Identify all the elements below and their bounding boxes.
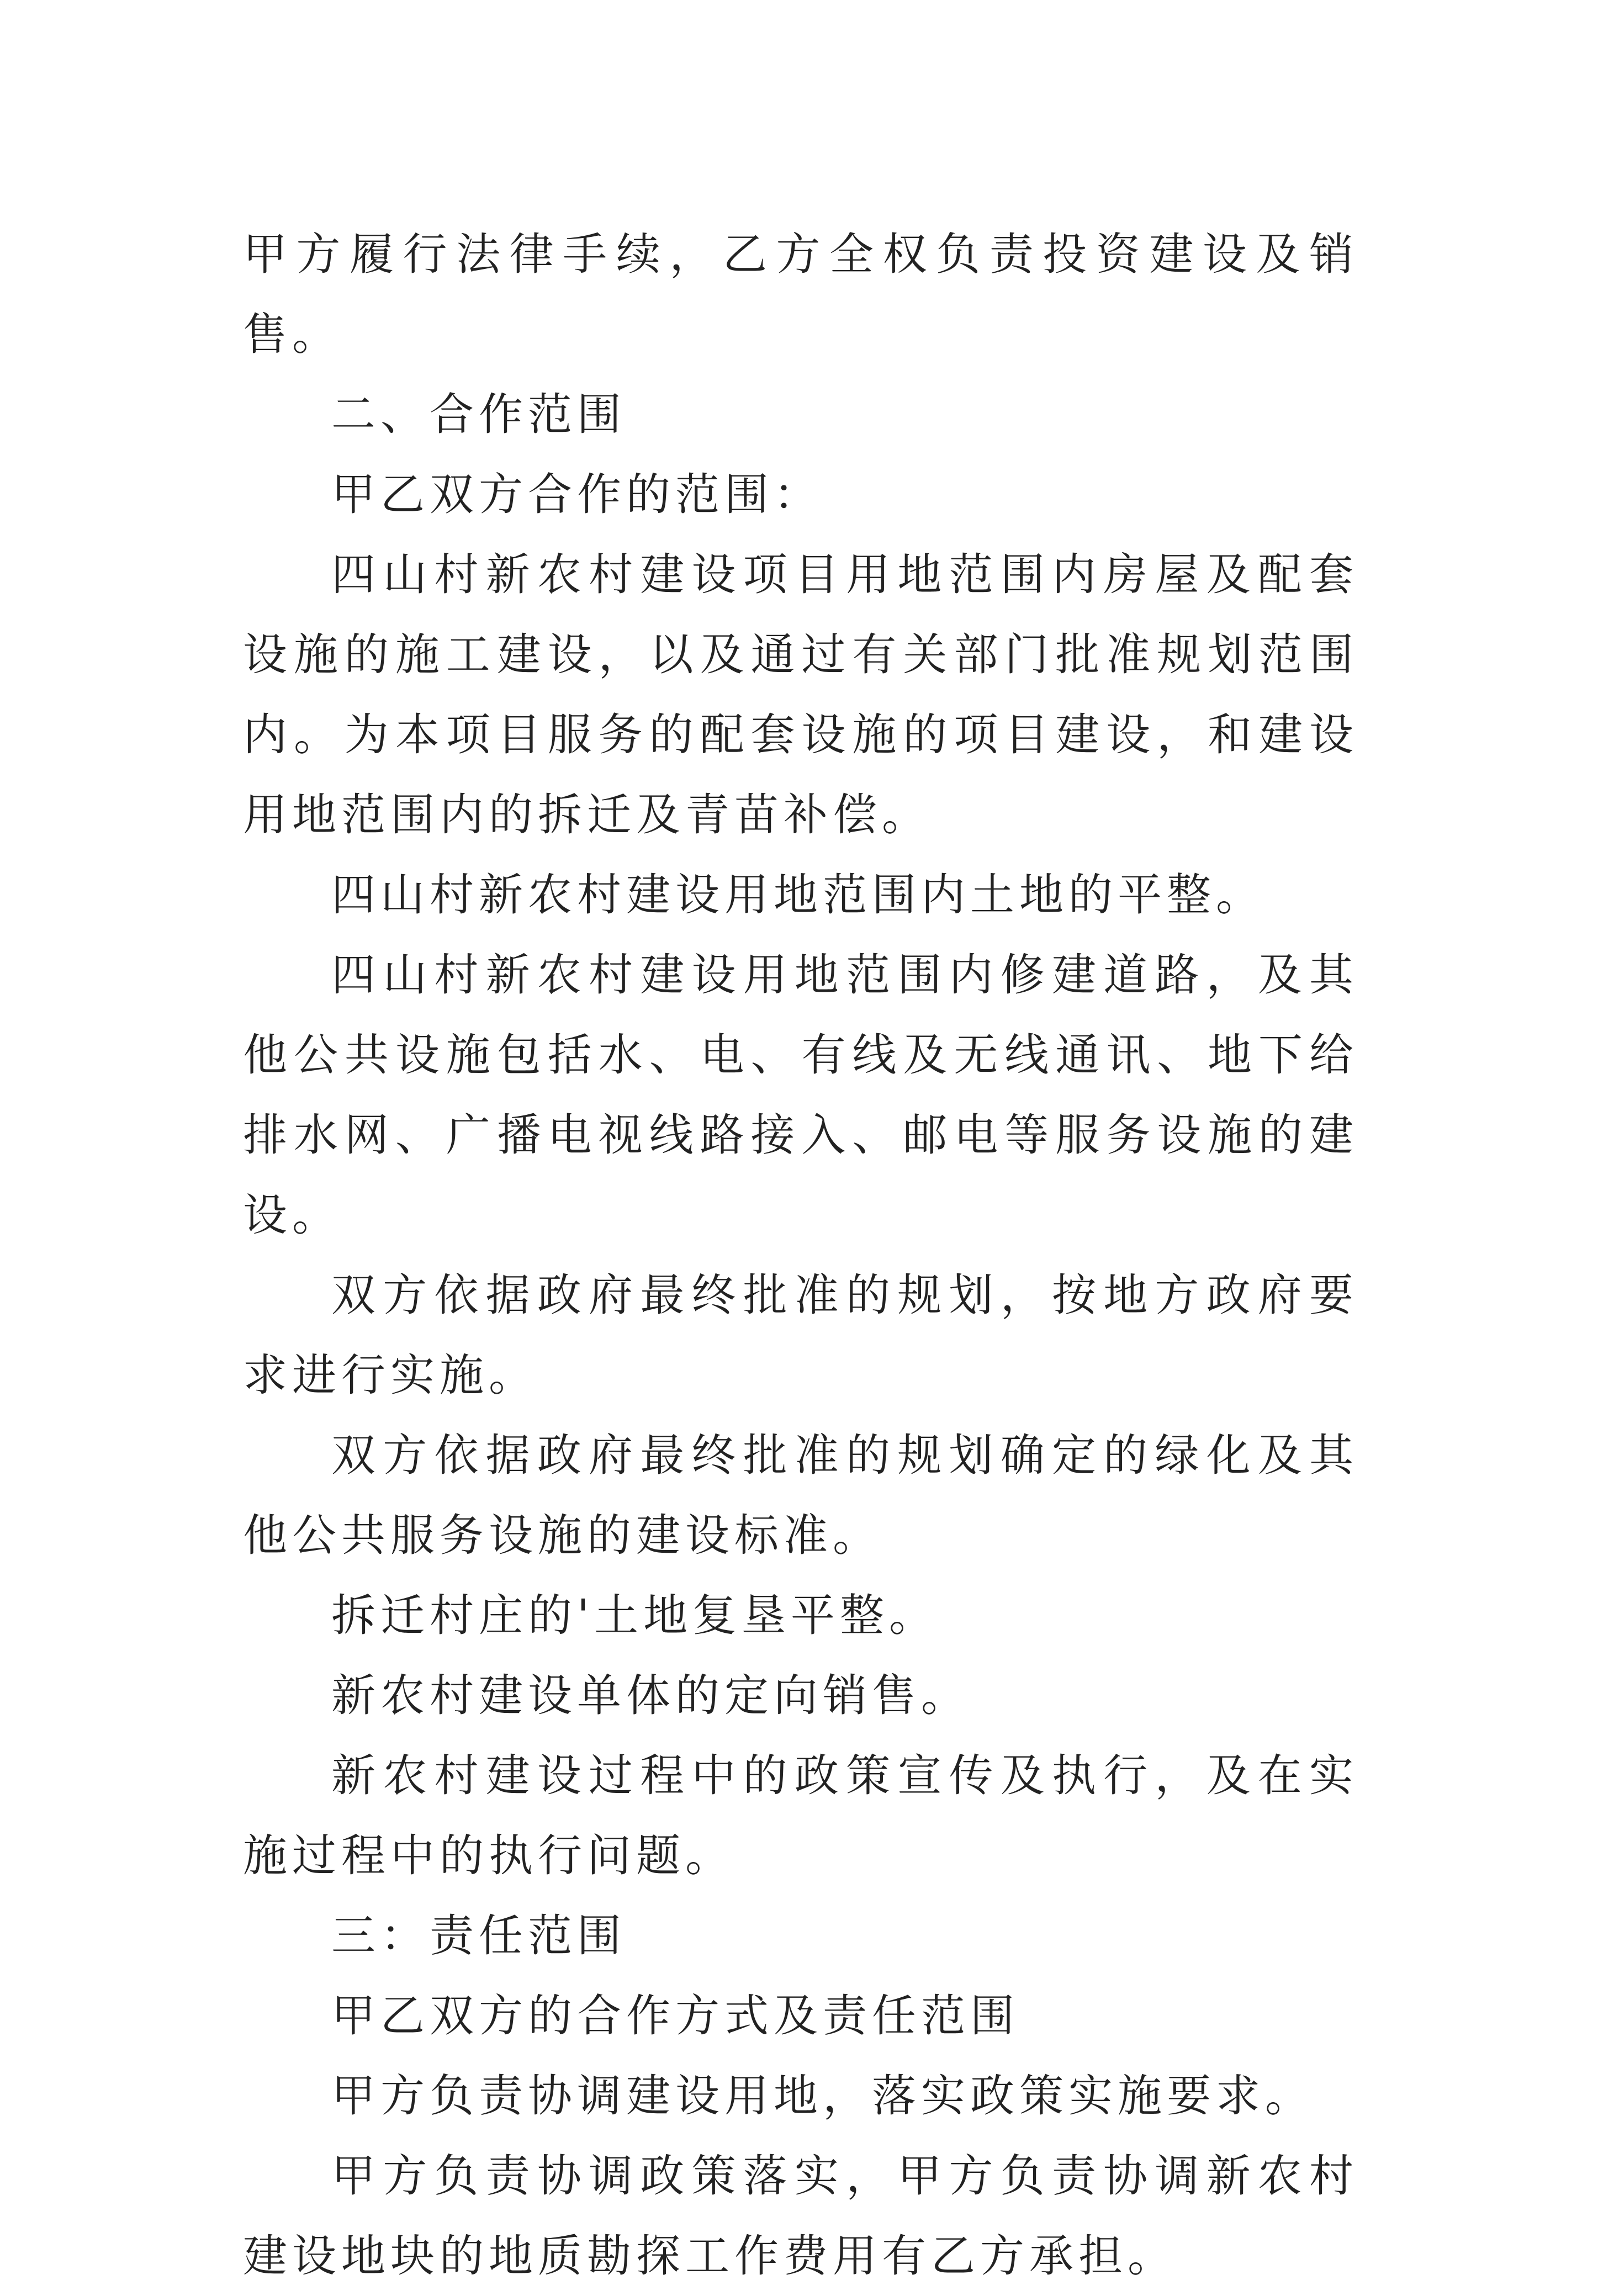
section-heading-cooperation-scope: 二、合作范围 xyxy=(331,389,626,440)
paragraph-13: 甲乙双方的合作方式及责任范围 xyxy=(331,1990,1019,2041)
paragraph-10: 新农村建设单体的定向销售。 xyxy=(331,1670,970,1721)
paragraph-14: 甲方负责协调建设用地，落实政策实施要求。 xyxy=(331,2070,1314,2122)
paragraph-8: 双方依据政府最终批准的规划确定的绿化及其他公共服务设施的建设标准。 xyxy=(243,1430,1358,1561)
paragraph-6: 四山村新农村建设用地范围内修建道路，及其他公共设施包括水、电、有线及无线通讯、地下给排水网、广播电视线路接入、邮电等服务设施的建设。 xyxy=(243,949,1358,1241)
section-heading-responsibility-scope: 三：责任范围 xyxy=(331,1910,626,1961)
document-body xyxy=(243,214,1358,2296)
paragraph-7: 双方依据政府最终批准的规划，按地方政府要求进行实施。 xyxy=(243,1269,1358,1401)
paragraph-1: 甲方履行法律手续，乙方全权负责投资建设及销售。 xyxy=(243,229,1358,360)
paragraph-4: 四山村新农村建设项目用地范围内房屋及配套设施的施工建设，以及通过有关部门批准规划范围内。为本项目服务的配套设施的项目建设，和建设用地范围内的拆迁及青苗补偿。 xyxy=(243,549,1358,840)
paragraph-11: 新农村建设过程中的政策宣传及执行，及在实施过程中的执行问题。 xyxy=(243,1750,1358,1881)
paragraph-3: 甲乙双方合作的范围： xyxy=(331,469,823,520)
paragraph-9: 拆迁村庄的'土地复垦平整。 xyxy=(331,1590,938,1641)
paragraph-5: 四山村新农村建设用地范围内土地的平整。 xyxy=(331,869,1265,920)
paragraph-15: 甲方负责协调政策落实，甲方负责协调新农村建设地块的地质勘探工作费用有乙方承担。 xyxy=(243,2150,1358,2282)
